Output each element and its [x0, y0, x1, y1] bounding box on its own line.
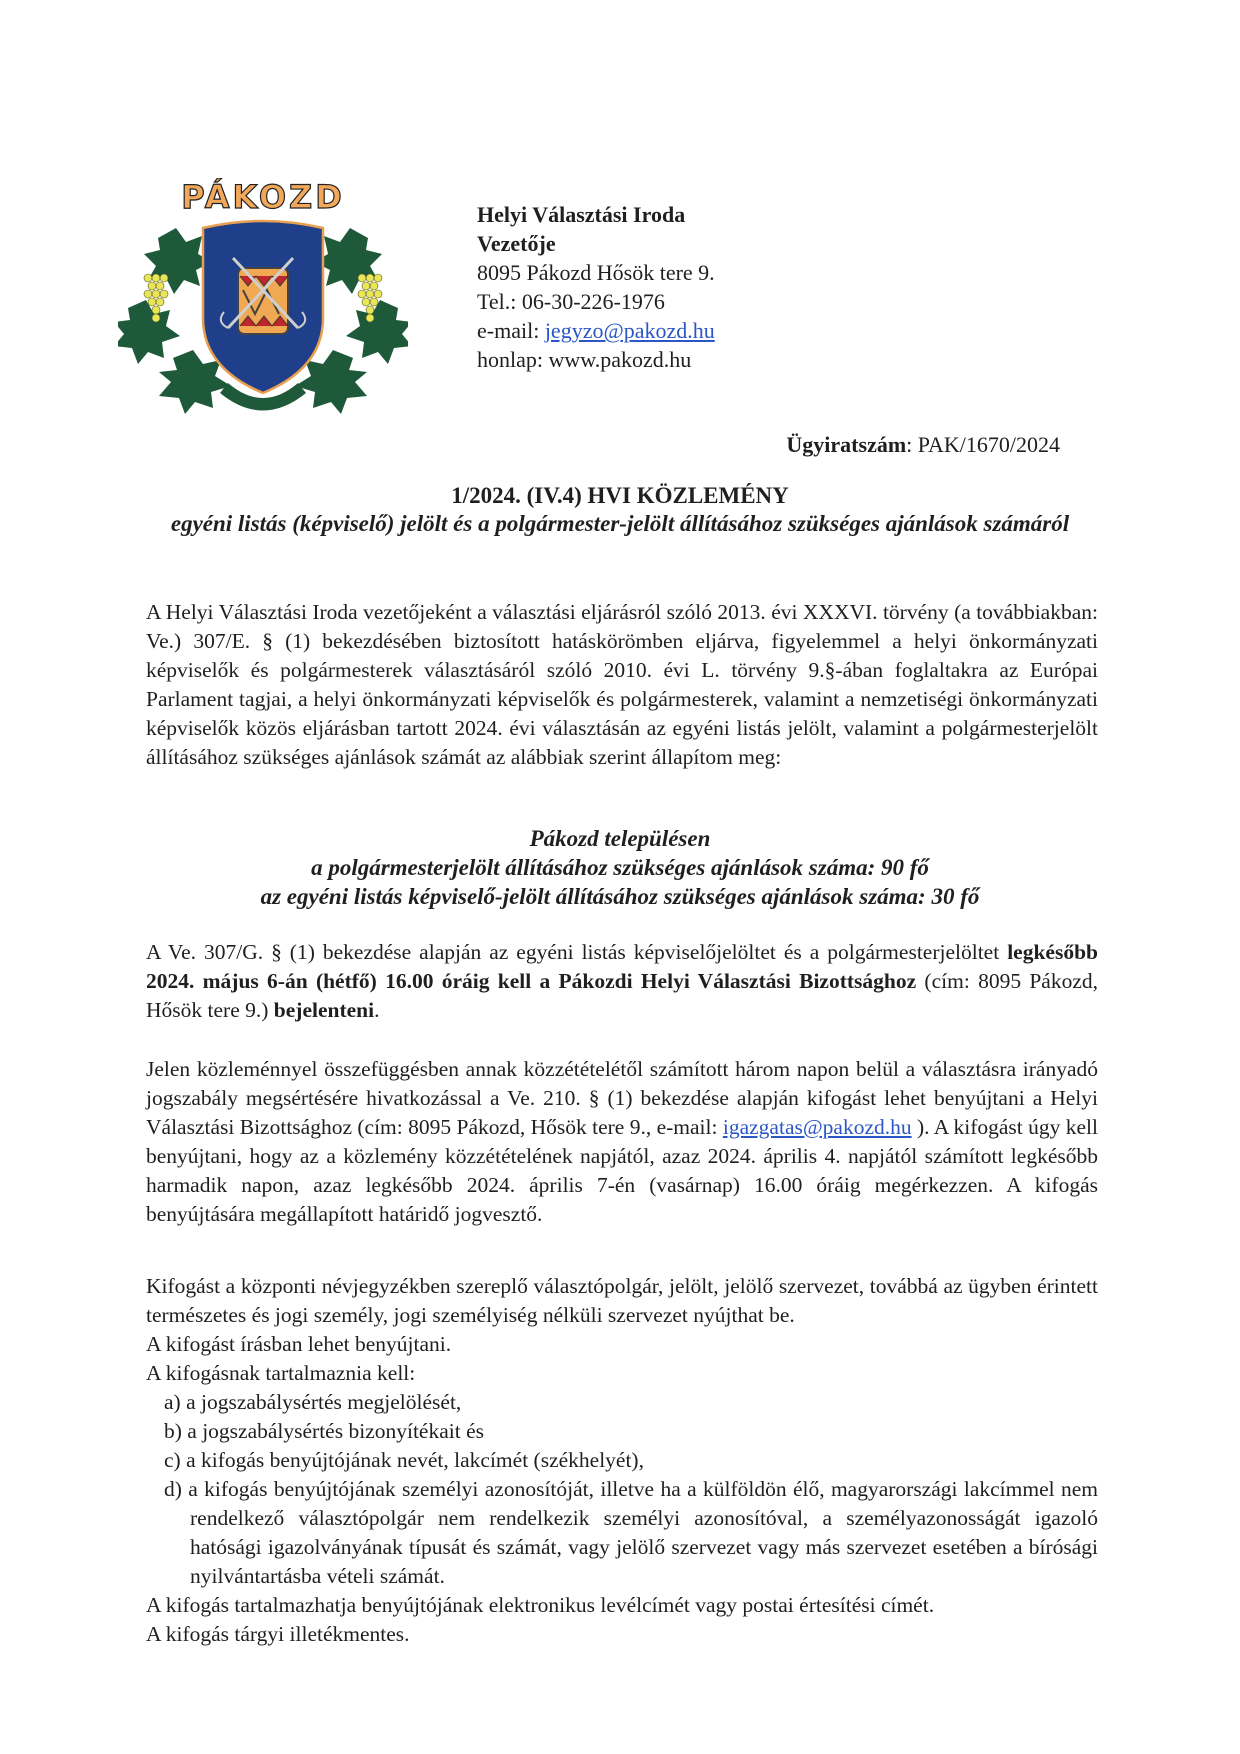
deadline-paragraph [146, 938, 1098, 1025]
office-name: Helyi Választási Iroda [477, 202, 686, 227]
deadline-address: (cím: 8095 Pákozd, Hősök tere 9.) [146, 969, 1099, 1022]
office-address: 8095 Pákozd Hősök tere 9. [477, 260, 715, 285]
eligible-objectors: Kifogást a központi névjegyzékben szereplő választópolgár, jelölt, jelölő szervezet, továbbá az ügyben érintett természetes és jogi személy, jogi személyiség nélküli szervezet nyújthat be. [146, 1274, 1098, 1327]
objection-requirements [146, 1272, 1098, 1649]
document-heading: 1/2024. (IV.4) HVI KÖZLEMÉNY [451, 483, 789, 508]
decision-block [140, 824, 1100, 911]
deadline-text: A Ve. 307/G. § (1) bekezdése alapján az egyéni listás képviselőjelöltet és a polgármesterjelöltet [146, 940, 1008, 964]
deadline-bold: legkésőbb 2024. május 6-án (hétfő) 16.00 óráig kell a Pákozdi Helyi Választási Bizottsághoz [146, 940, 1098, 993]
deadline-period: . [374, 998, 380, 1022]
office-phone: Tel.: 06-30-226-1976 [477, 289, 665, 314]
email-label: e-mail: [477, 318, 545, 343]
office-email-link[interactable]: jegyzo@pakozd.hu [544, 318, 715, 343]
office-email-line [477, 316, 715, 345]
office-website: honlap: www.pakozd.hu [477, 347, 692, 372]
intro-paragraph: A Helyi Választási Iroda vezetőjeként a választási eljárásról szóló 2013. évi XXXVI. törvény (a továbbiakban: Ve.) 307/E. § (1) bekezdésében biztosított hatáskörömben eljárva, figyelemmel a helyi önkormányzati képviselők és polgármesterek választásáról szóló 2010. évi L. törvény 9.§-ában foglaltakra az Európai Parlament tagjai, a helyi önkormányzati képviselők és polgármesterek, valamint a nemzetiségi önkormányzati képviselők közös eljárásban tartott 2024. évi választásán az egyéni listás jelölt, valamint a polgármesterjelölt állításához szükséges ajánlások számát az alábbiak szerint állapítom meg: [146, 600, 1098, 769]
pakozd-coat-of-arms-logo [118, 178, 408, 418]
document-subtitle: egyéni listás (képviselő) jelölt és a polgármester-jelölt állításához szükséges ajánlások számáról [170, 511, 1070, 536]
list-item: c) a kifogás benyújtójának nevét, lakcímét (székhelyét), [164, 1448, 644, 1472]
reference-label: Ügyiratszám [786, 432, 907, 457]
deadline-action: bejelenteni [273, 998, 375, 1022]
objection-email-link[interactable]: igazgatas@pakozd.hu [722, 1115, 912, 1139]
decision-mayor-recommendations: a polgármesterjelölt állításához szükséges ajánlások száma: 90 fő [311, 855, 929, 880]
objection-text-1: Jelen közleménnyel összefüggésben annak közzétételétől számított három napon belül a választásra irányadó jogszabály megsértésére hivatkozással a Ve. 210. § (1) bekezdése alapján kifogást lehet benyújtani a Helyi Választási Bizottsághoz (cím: 8095 Pákozd, Hősök tere 9., e-mail: [146, 1057, 1098, 1139]
reference-value: : PAK/1670/2024 [906, 432, 1060, 457]
reference-number [786, 432, 1060, 458]
requirements-list [146, 1388, 1098, 1591]
list-item: d) a kifogás benyújtójának személyi azonosítóját, illetve ha a külföldön élő, magyarországi lakcímmel nem rendelkező választópolgár nem rendelkezik személyi azonosítóval, a személyazonosságát igazoló hatósági igazolványának típusát és számát, vagy jelölő szervezet vagy más szervezet esetében a bírósági nyilvántartásba vételi számát. [164, 1477, 1098, 1588]
list-item: a) a jogszabálysértés megjelölését, [164, 1390, 462, 1414]
objection-text-2: ). A kifogást úgy kell benyújtani, hogy az a közlemény közzétételének napjától, azaz 2024. április 4. napjától számított legkésőbb harmadik napon, azaz legkésőbb 2024. április 7-én (vasárnap) 16.00 óráig megérkezzen. A kifogás benyújtására megállapított határidő jogvesztő. [146, 1115, 1098, 1226]
crest-town-name: PÁKOZD [181, 178, 345, 216]
document-title-block [140, 482, 1100, 538]
list-item: b) a jogszabálysértés bizonyítékait és [164, 1419, 485, 1443]
decision-representative-recommendations: az egyéni listás képviselő-jelölt állításához szükséges ajánlások száma: 30 fő [260, 884, 980, 909]
decision-settlement: Pákozd településen [529, 826, 711, 851]
may-contain-note: A kifogás tartalmazhatja benyújtójának elektronikus levélcímét vagy postai értesítési címét. [146, 1593, 935, 1617]
fee-exempt-note: A kifogás tárgyi illetékmentes. [146, 1622, 410, 1646]
objection-paragraph [146, 1055, 1098, 1229]
office-head-title: Vezetője [477, 231, 556, 256]
must-contain-label: A kifogásnak tartalmaznia kell: [146, 1361, 416, 1385]
written-form-note: A kifogást írásban lehet benyújtani. [146, 1332, 452, 1356]
letterhead [477, 200, 715, 374]
